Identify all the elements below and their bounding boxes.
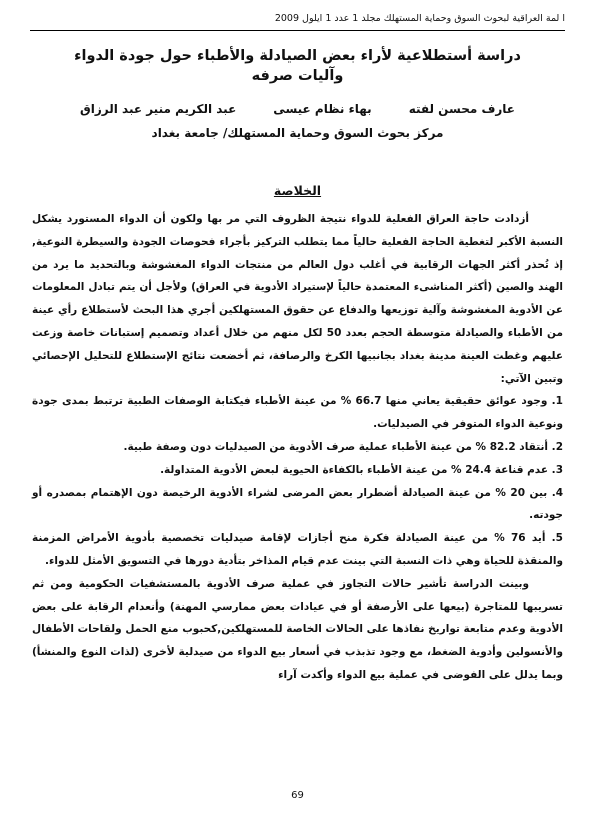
abstract-intro-paragraph: أزدادت حاجة العراق الفعلية للدواء نتيجة الظروف التي مر بها ولكون أن الدواء المستورد يشكل النسبة الأكبر لتغطية الحاجة الفعلية حالياً مما يتطلب التركيز بأجراء فحوصات الجودة والسيطرة النوعية, إذ تُحذر أكثر الجهات الرقابية في أغلب دول العالم من منتجات الدواء المغشوشة وبالتحديد ما يرد من الهند والصين (أكثر المناشىء المعتمدة حالياً لإستيراد الأدوية في العراق) ولأجل أن يتم تبادل المعلومات عن الأدوية المغشوشة وآلية توزيعها والدفاع عن حقوق المستهلكين أجري هذا البحث لأستطلاع رأي عينة من الأطباء والصيادلة متوسطة الحجم بعدد 50 لكل منهم من خلال أعداد وتصميم إستبانات خاصة وزعت عليهم وغطت العينة مدينة بغداد بجانبيها الكرخ والرصافة، ثم أخضعت نتائج الإستطلاع للتحليل الإحصائي وتبين الآتي: (32, 213, 563, 385)
author-affiliation: مركز بحوث السوق وحماية المستهلك/ جامعة بغداد (151, 126, 444, 140)
finding-item: 4. بين 20 % من عينة الصيادلة أضطرار بعض المرضى لشراء الأدوية الرخيصة دون الإهتمام بمصدره أو جودته. (32, 486, 564, 522)
author-name: عارف محسن لفته (408, 102, 515, 116)
page-number: 69 (291, 790, 304, 801)
running-header: ا لمة العراقية لبحوث السوق وحماية المستهلك مجلد 1 عدد 1 ايلول 2009 (30, 12, 565, 31)
article-title: دراسة أستطلاعية لأراء بعض الصيادلة والأطباء حول جودة الدواء وآليات صرفه (74, 48, 521, 84)
author-name: عبد الكريم منير عبد الرزاق (80, 102, 237, 116)
abstract-heading: الخلاصة (273, 183, 322, 198)
finding-item: 2. أنتقاد 82.2 % من عينة الأطباء عملية صرف الأدوية من الصيدليات دون وصفة طبية. (123, 440, 563, 453)
author-list (80, 100, 515, 118)
author-name: بهاء نظام عيسى (273, 102, 372, 116)
finding-item: 5. أيد 76 % من عينة الصيادلة فكرة منح أجازات لإقامة صيدليات تخصصية بأدوية الأمراض المزمنة والمنقذة للحياة وهي ذات النسبة التي بينت عدم قيام المذاخر بتأدية دورها في التسويق الأمثل للدواء. (32, 532, 563, 567)
finding-item: 3. عدم قناعة 24.4 % من عينة الأطباء بالكفاءة الحيوية لبعض الأدوية المتداولة. (160, 463, 563, 476)
abstract-closing-paragraph: وبينت الدراسة تأشير حالات التجاوز في عملية صرف الأدوية بالمستشفيات الحكومية ومن ثم تسريبها للمتاجرة (بيعها على الأرصفة أو في عيادات بعض ممارسي المهنة) وأنعدام الرقابة على بعض الأدوية وعدم متابعة تواريخ نفاذها على الحالات الخاصة للمستهلكين,كحبوب منع الحمل ولقاحات الأطفال والأنسولين وأدوية الضغط، مع وجود تذبذب في أسعار بيع الدواء من صيدلية لأخرى (لذات النوع والمنشأ) وبما يدلل على الفوضى في عملية بيع الدواء وأكدت آراء (32, 577, 563, 681)
finding-item: 1. وجود عوائق حقيقية يعاني منها 66.7 % من عينة الأطباء فيكتابة الوصفات الطبية ترتبط بمدى جودة ونوعية الدواء المتوفر في الصيدليات. (32, 395, 563, 431)
abstract-body (32, 208, 563, 687)
